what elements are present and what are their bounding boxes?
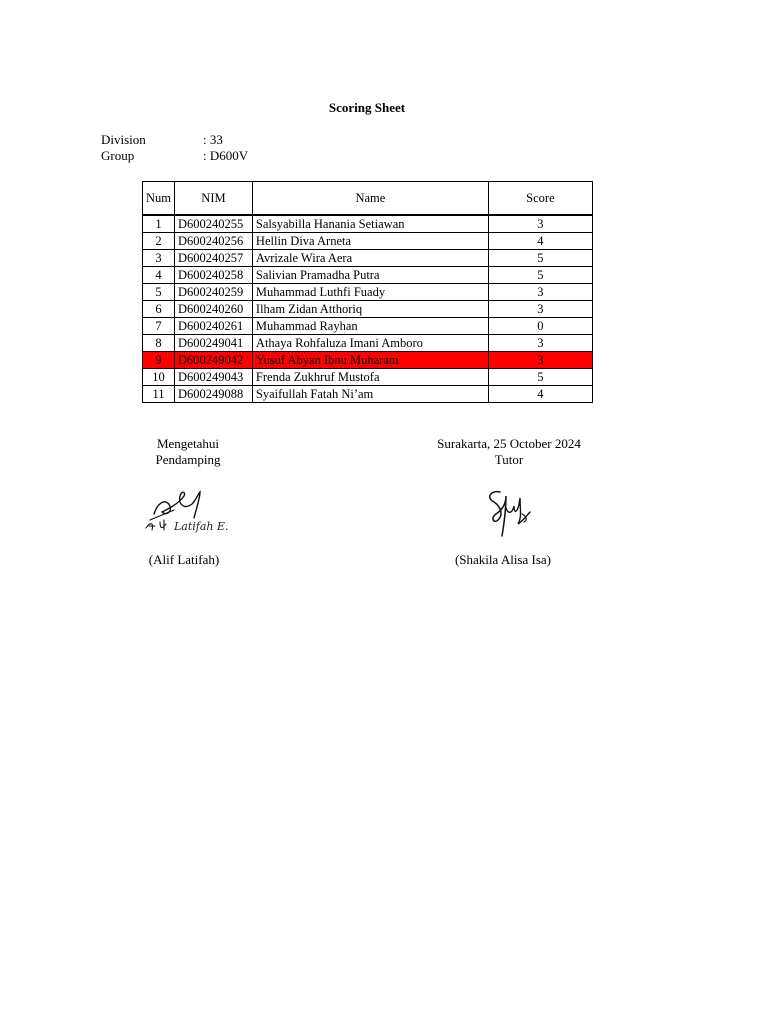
cell-num: 6 [143,301,175,318]
cell-name: Frenda Zukhruf Mustofa [252,369,488,386]
cell-num: 2 [143,233,175,250]
cell-name: Muhammad Luthfi Fuady [252,284,488,301]
cell-nim: D600240260 [175,301,253,318]
role-pendamping: Pendamping [155,452,221,467]
cell-nim: D600240258 [175,267,253,284]
cell-num: 3 [143,250,175,267]
cell-name: Athaya Rohfaluza Imani Amboro [252,335,488,352]
cell-num: 4 [143,267,175,284]
signature-right-image [478,484,534,540]
place-date: Surakarta, 25 October 2024 [437,436,581,451]
cell-nim: D600240257 [175,250,253,267]
cell-score: 5 [488,267,592,284]
right-signer-name: (Shakila Alisa Isa) [454,552,552,567]
group-value: : D600V [203,148,249,163]
cell-score: 3 [488,301,592,318]
cell-score: 0 [488,318,592,335]
cell-score: 5 [488,250,592,267]
division-value: : 33 [203,132,223,147]
cell-nim: D600249042 [175,352,253,369]
table-row [143,386,593,403]
cell-name: Yusuf Abyan Ibnu Muharam [252,352,488,369]
cell-name: Ilham Zidan Atthoriq [252,301,488,318]
group-label: Group [101,148,135,163]
table-row-highlighted [143,352,593,369]
cell-nim: D600240261 [175,318,253,335]
table-header-row [143,182,593,216]
table-row [143,318,593,335]
cell-name: Avrizale Wira Aera [252,250,488,267]
cell-num: 8 [143,335,175,352]
cell-score: 3 [488,215,592,233]
cell-name: Muhammad Rayhan [252,318,488,335]
cell-nim: D600249043 [175,369,253,386]
cell-nim: D600249041 [175,335,253,352]
table-row [143,284,593,301]
role-tutor: Tutor [494,452,524,467]
cell-name: Salivian Pramadha Putra [252,267,488,284]
cell-num: 7 [143,318,175,335]
cell-name: Salsyabilla Hanania Setiawan [252,215,488,233]
cell-nim: D600249088 [175,386,253,403]
table-row [143,250,593,267]
cell-num: 10 [143,369,175,386]
cell-score: 3 [488,335,592,352]
table-row [143,267,593,284]
division-row [101,132,223,148]
cell-num: 5 [143,284,175,301]
cell-num: 9 [143,352,175,369]
acknowledged-label: Mengetahui [156,436,220,451]
left-signature-caption [128,436,248,468]
division-label: Division [101,132,146,147]
cell-name: Hellin Diva Arneta [252,233,488,250]
cell-score: 3 [488,352,592,369]
score-table [142,181,593,403]
left-signer-name: (Alif Latifah) [148,552,220,567]
table-row [143,301,593,318]
cell-score: 4 [488,386,592,403]
cell-score: 5 [488,369,592,386]
page-title: Scoring Sheet [328,100,406,115]
cell-score: 4 [488,233,592,250]
cell-nim: D600240255 [175,215,253,233]
cell-num: 1 [143,215,175,233]
cell-score: 3 [488,284,592,301]
header-num: Num [143,182,175,216]
svg-text:Latifah E.: Latifah E. [174,520,229,533]
table-row [143,215,593,233]
cell-num: 11 [143,386,175,403]
table-row [143,233,593,250]
cell-nim: D600240256 [175,233,253,250]
header-nim: NIM [175,182,253,216]
signature-left-image [140,484,240,536]
group-row [101,148,248,164]
header-score: Score [488,182,592,216]
right-signature-caption [424,436,594,468]
table-row [143,335,593,352]
cell-nim: D600240259 [175,284,253,301]
cell-name: Syaifullah Fatah Ni’am [252,386,488,403]
header-name: Name [252,182,488,216]
table-row [143,369,593,386]
